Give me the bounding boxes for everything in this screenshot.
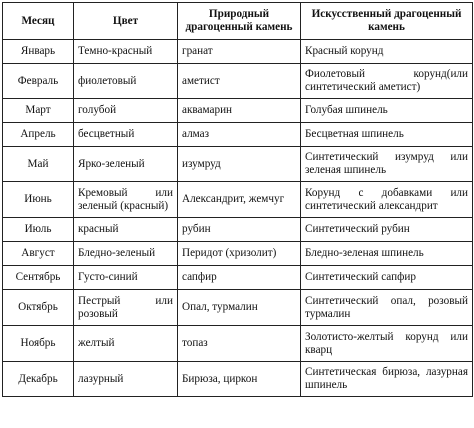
- table-row: [3, 99, 473, 123]
- natural-stone-cell: аметист: [178, 64, 301, 99]
- header-synthetic-stone: Искусственный драгоценный камень: [301, 3, 473, 40]
- color-cell: Густо-синий: [74, 266, 178, 290]
- month-cell: Апрель: [3, 123, 74, 147]
- table-row: [3, 147, 473, 182]
- synthetic-stone-cell: Синтетическая бирюза, лазурная шпинель: [301, 362, 473, 397]
- table-row: [3, 40, 473, 64]
- month-cell: Май: [3, 147, 74, 182]
- table-row: [3, 182, 473, 218]
- natural-stone-cell: аквамарин: [178, 99, 301, 123]
- synthetic-stone-cell: Золотисто-желтый корунд или кварц: [301, 326, 473, 362]
- month-cell: Март: [3, 99, 74, 123]
- synthetic-stone-cell: Бесцветная шпинель: [301, 123, 473, 147]
- table-row: [3, 242, 473, 266]
- natural-stone-cell: Опал, турмалин: [178, 290, 301, 326]
- month-cell: Октябрь: [3, 290, 74, 326]
- natural-stone-cell: Бирюза, циркон: [178, 362, 301, 397]
- synthetic-stone-cell: Синтетический рубин: [301, 218, 473, 242]
- table-row: [3, 64, 473, 99]
- table-row: [3, 326, 473, 362]
- header-month: Месяц: [3, 3, 74, 40]
- month-cell: Декабрь: [3, 362, 74, 397]
- color-cell: бесцветный: [74, 123, 178, 147]
- natural-stone-cell: Александрит, жемчуг: [178, 182, 301, 218]
- color-cell: лазурный: [74, 362, 178, 397]
- synthetic-stone-cell: Синтетический опал, розовый турмалин: [301, 290, 473, 326]
- month-cell: Июль: [3, 218, 74, 242]
- table-row: [3, 290, 473, 326]
- color-cell: желтый: [74, 326, 178, 362]
- synthetic-stone-cell: Корунд с добавками или синтетический александрит: [301, 182, 473, 218]
- natural-stone-cell: изумруд: [178, 147, 301, 182]
- synthetic-stone-cell: Синтетический сапфир: [301, 266, 473, 290]
- table-row: [3, 218, 473, 242]
- natural-stone-cell: топаз: [178, 326, 301, 362]
- table-row: [3, 266, 473, 290]
- natural-stone-cell: гранат: [178, 40, 301, 64]
- natural-stone-cell: алмаз: [178, 123, 301, 147]
- natural-stone-cell: сапфир: [178, 266, 301, 290]
- month-cell: Ноябрь: [3, 326, 74, 362]
- header-row: [3, 3, 473, 40]
- natural-stone-cell: Перидот (хризолит): [178, 242, 301, 266]
- table-row: [3, 123, 473, 147]
- month-cell: Июнь: [3, 182, 74, 218]
- color-cell: фиолетовый: [74, 64, 178, 99]
- month-cell: Январь: [3, 40, 74, 64]
- color-cell: Пестрый или розовый: [74, 290, 178, 326]
- synthetic-stone-cell: Бледно-зеленая шпинель: [301, 242, 473, 266]
- month-cell: Февраль: [3, 64, 74, 99]
- header-natural-stone: Природный драгоценный камень: [178, 3, 301, 40]
- natural-stone-cell: рубин: [178, 218, 301, 242]
- synthetic-stone-cell: Красный корунд: [301, 40, 473, 64]
- color-cell: голубой: [74, 99, 178, 123]
- month-cell: Август: [3, 242, 74, 266]
- gemstones-by-month-table: [2, 2, 473, 397]
- color-cell: Темно-красный: [74, 40, 178, 64]
- month-cell: Сентябрь: [3, 266, 74, 290]
- color-cell: Ярко-зеленый: [74, 147, 178, 182]
- color-cell: Бледно-зеленый: [74, 242, 178, 266]
- synthetic-stone-cell: Фиолетовый корунд(или синтетический аметист): [301, 64, 473, 99]
- color-cell: красный: [74, 218, 178, 242]
- header-color: Цвет: [74, 3, 178, 40]
- color-cell: Кремовый или зеленый (красный): [74, 182, 178, 218]
- table-row: [3, 362, 473, 397]
- synthetic-stone-cell: Синтетический изумруд или зеленая шпинель: [301, 147, 473, 182]
- synthetic-stone-cell: Голубая шпинель: [301, 99, 473, 123]
